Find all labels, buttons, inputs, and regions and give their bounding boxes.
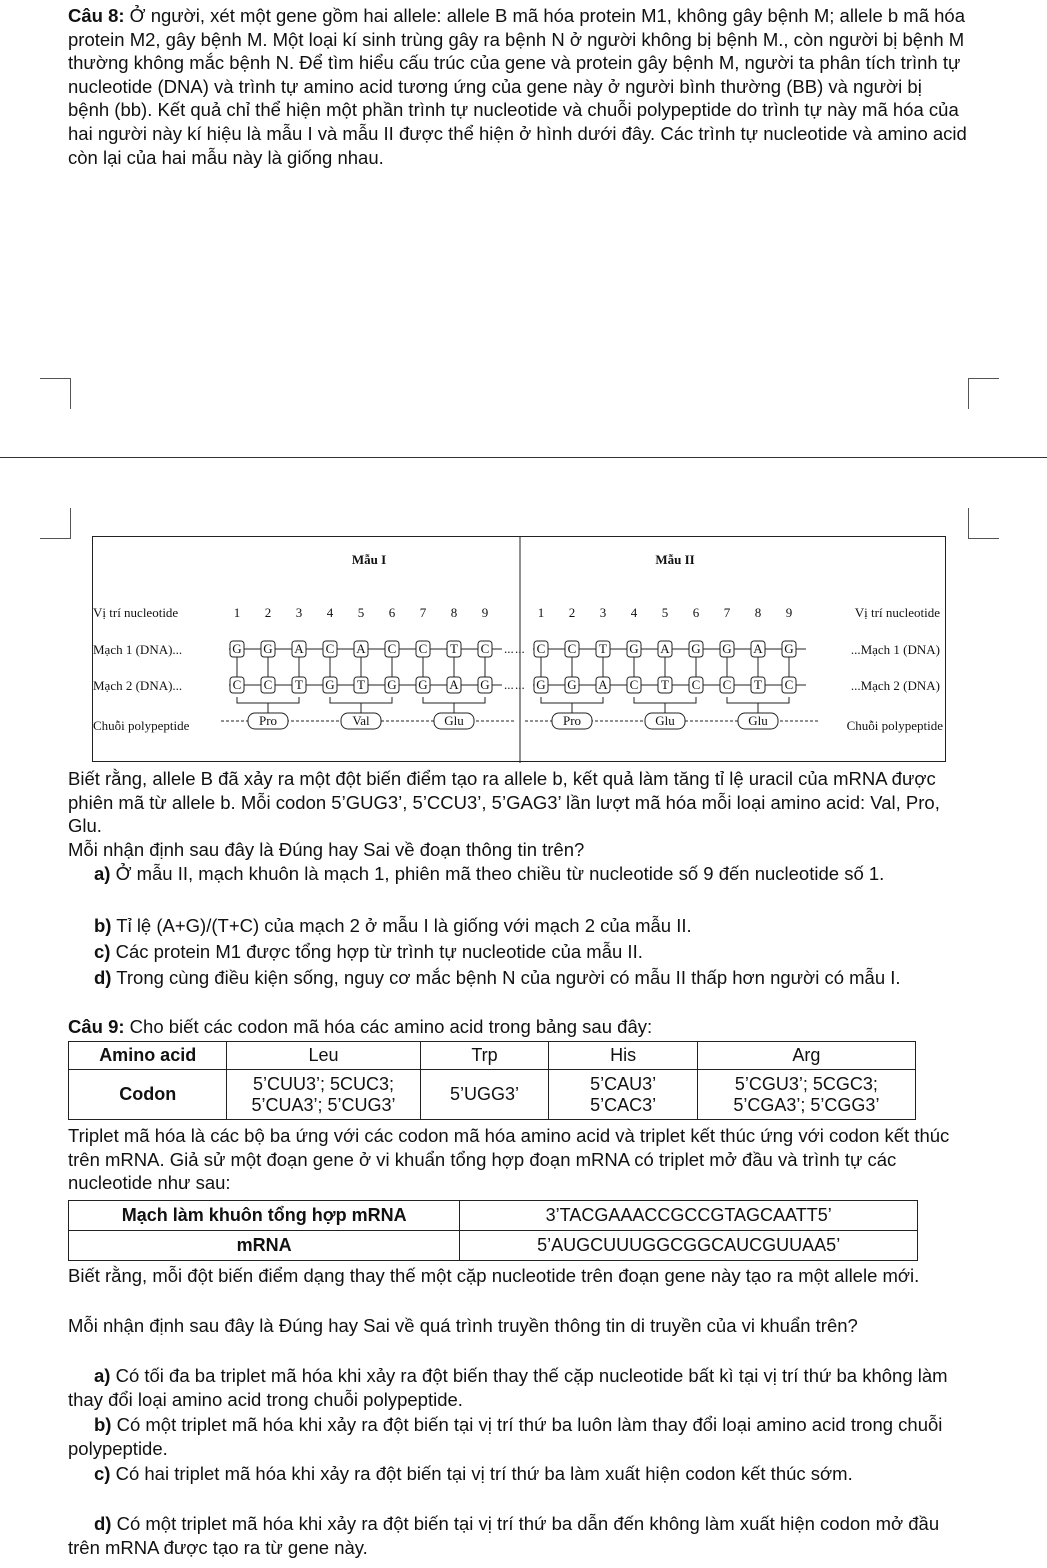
q9-statement-c: [68, 1462, 968, 1486]
sequence-table: [68, 1200, 918, 1261]
sample2-strand1-base: C: [567, 641, 577, 656]
sample2-codon-bracket: [541, 697, 603, 713]
sample1-amino-acid: Pro: [258, 713, 278, 728]
q9-text-c: Có hai triplet mã hóa khi xảy ra đột biến tại vị trí thứ ba làm xuất hiện codon kết thúc sớm.: [110, 1463, 853, 1484]
sample1-strand1-base: C: [325, 641, 335, 656]
q9-intro: [68, 1015, 968, 1039]
q9-prompt: Mỗi nhận định sau đây là Đúng hay Sai về quá trình truyền thông tin di truyền của vi khuẩn trên?: [68, 1315, 858, 1336]
sample1-position-number: 5: [357, 605, 365, 620]
sample2-position-number: 3: [599, 605, 607, 620]
sample2-amino-acid: Glu: [655, 713, 675, 728]
sample2-position-number: 5: [661, 605, 669, 620]
strand2-label-right: ...Mạch 2 (DNA): [850, 678, 940, 693]
sample1-strand1-base: C: [387, 641, 397, 656]
seq-label-mrna: mRNA: [69, 1231, 460, 1261]
sample1-strand2-base: G: [325, 677, 335, 692]
sample1-strand2-base: C: [232, 677, 242, 692]
sample2-strand1-base: A: [660, 641, 670, 656]
sample2-position-number: 9: [785, 605, 793, 620]
seq-row-template: [69, 1201, 918, 1231]
q8-letter-c: c): [94, 941, 111, 962]
q9-statement-b: [68, 1413, 968, 1460]
q8-text-b: Tỉ lệ (A+G)/(T+C) của mạch 2 ở mẫu I là giống với mạch 2 của mẫu II.: [111, 915, 692, 936]
sample2-strand1-base: A: [753, 641, 763, 656]
sample1-position-number: 7: [419, 605, 427, 620]
sample1-position-number: 6: [388, 605, 396, 620]
pos-label-right: Vị trí nucleotide: [854, 605, 940, 620]
q9-text-d: Có một triplet mã hóa khi xảy ra đột biến tại vị trí thứ ba dẫn đến không làm xuất hiện codon mở đầu trên mRNA được tạo ra từ gene này.: [68, 1513, 940, 1558]
q8-text-c: Các protein M1 được tổng hợp từ trình tự nucleotide của mẫu II.: [110, 941, 643, 962]
sample2-strand1-base: C: [536, 641, 546, 656]
q8-statement-c: [68, 940, 968, 964]
sample1-amino-acid: Glu: [444, 713, 464, 728]
q9-statement-a: [68, 1364, 968, 1411]
sample2-codon-bracket: [727, 697, 789, 713]
sample2-position-number: 4: [630, 605, 638, 620]
sample2-codon-bracket: [634, 697, 696, 713]
codon-line: 5’CGU3’; 5CGC3;: [734, 1073, 878, 1094]
sample1-position-number: 4: [326, 605, 334, 620]
sample2-strand2-base: T: [754, 677, 762, 692]
sample2-strand2-base: A: [598, 677, 608, 692]
aa-cell: Trp: [420, 1042, 549, 1070]
sample1-strand1-base: C: [418, 641, 428, 656]
seq-value-mrna: 5’AUGCUUUGGCGGCAUCGUUAA5’: [460, 1231, 918, 1261]
codon-line: 5’UGG3’: [449, 1084, 519, 1104]
aa-cell: Arg: [697, 1042, 915, 1070]
q9-letter-d: d): [94, 1513, 112, 1534]
sample1-strand1-base: T: [450, 641, 458, 656]
sample1-position-number: 3: [295, 605, 303, 620]
codon-line: 5’CUA3’; 5’CUG3’: [251, 1094, 396, 1115]
page-corner-mark: [968, 378, 999, 409]
strand1-label-right: ...Mạch 1 (DNA): [850, 642, 940, 657]
q8-letter-b: b): [94, 915, 112, 936]
sample2-strand1-base: G: [691, 641, 701, 656]
sample2-strand2-base: C: [722, 677, 732, 692]
dna-diagram: [93, 537, 947, 763]
strand1-label-left: Mạch 1 (DNA)...: [93, 642, 183, 657]
sample1-codon-bracket: [330, 697, 392, 713]
q9-text-b: Có một triplet mã hóa khi xảy ra đột biến tại vị trí thứ ba luôn làm thay đổi loại amino acid trong chuỗi polypeptide.: [68, 1414, 943, 1459]
strand2-label-left: Mạch 2 (DNA)...: [93, 678, 183, 693]
sample1-strand2-base: T: [295, 677, 303, 692]
sample2-strand2-base: G: [567, 677, 577, 692]
seq-row-mrna: [69, 1231, 918, 1261]
dna-figure: [92, 536, 946, 762]
sample2-position-number: 6: [692, 605, 700, 620]
sample1-strand2-base: T: [357, 677, 365, 692]
sample1-strand1-base: G: [263, 641, 273, 656]
page-corner-mark: [40, 508, 71, 539]
q8-text-d: Trong cùng điều kiện sống, nguy cơ mắc bệnh N của người có mẫu II thấp hơn người có mẫu I.: [111, 967, 901, 988]
sample1-strand1-base: A: [356, 641, 366, 656]
sample2-strand2-base: T: [661, 677, 669, 692]
codon-cell-his: [549, 1070, 698, 1120]
sample1-dots: ...: [504, 677, 514, 692]
sample1-strand2-base: C: [263, 677, 273, 692]
sample2-position-number: 2: [568, 605, 576, 620]
q8-intro-text: Ở người, xét một gene gồm hai allele: allele B mã hóa protein M1, không gây bệnh M; allele b mã hóa protein M2, gây bệnh M. Một loại kí sinh trùng gây ra bệnh N ở người không bị bệnh M., còn người bị bệnh M thường không mắc bệnh N. Để tìm hiểu cấu trúc của gene và protein gây bệnh M, người ta phân tích trình tự nucleotide (DNA) và trình tự amino acid tương ứng của gene này ở người bình thường (BB) và người bị bệnh (bb). Kết quả chỉ thể hiện một phần trình tự nucleotide và chuỗi polypeptide do trình tự này mã hóa của hai người này kí hiệu là mẫu I và mẫu II được thể hiện ở hình dưới đây. Các trình tự nucleotide và amino acid còn lại của hai mẫu này là giống nhau.: [68, 5, 967, 168]
sample2-position-number: 8: [754, 605, 762, 620]
q8-statement-b: [68, 914, 968, 938]
sample1-strand2-base: G: [480, 677, 490, 692]
q8-label: Câu 8:: [68, 5, 125, 26]
aa-header-cell: Amino acid: [69, 1042, 227, 1070]
codon-cell-leu: [227, 1070, 420, 1120]
q9-letter-b: b): [94, 1414, 112, 1435]
sample1-strand2-base: G: [418, 677, 428, 692]
sample1-amino-acid: Val: [352, 713, 370, 728]
codon-table-row-codon: [69, 1070, 916, 1120]
codon-line: 5’CGA3’; 5’CGG3’: [733, 1094, 880, 1115]
q8-prompt: Mỗi nhận định sau đây là Đúng hay Sai về đoạn thông tin trên?: [68, 839, 585, 860]
seq-label-template: Mạch làm khuôn tổng hợp mRNA: [69, 1201, 460, 1231]
sample1-dots: ...: [504, 641, 514, 656]
sample2-strand1-base: G: [629, 641, 639, 656]
codon-header-cell: Codon: [69, 1070, 227, 1120]
sample2-strand2-base: C: [784, 677, 794, 692]
sample2-strand1-base: T: [599, 641, 607, 656]
pos-label-left: Vị trí nucleotide: [93, 605, 179, 620]
sample2-position-number: 1: [537, 605, 545, 620]
sample1-strand1-base: G: [232, 641, 242, 656]
sample1-strand2-base: A: [449, 677, 459, 692]
sample2-amino-acid: Pro: [562, 713, 582, 728]
sample2-strand2-base: C: [691, 677, 701, 692]
codon-line: 5’CUU3’; 5CUC3;: [253, 1073, 395, 1094]
poly-label-left: Chuỗi polypeptide: [93, 718, 190, 733]
sample1-codon-bracket: [423, 697, 485, 713]
sample2-strand2-base: G: [536, 677, 546, 692]
q8-intro: [68, 4, 968, 169]
sample1-position-number: 2: [264, 605, 272, 620]
codon-table-row-aa: [69, 1042, 916, 1070]
poly-label-right: Chuỗi polypeptide: [846, 718, 943, 733]
page-break-line: [0, 457, 1047, 458]
page-corner-mark: [968, 508, 999, 539]
q8-letter-a: a): [94, 863, 111, 884]
sample1-codon-bracket: [237, 697, 299, 713]
q8-text-a: Ở mẫu II, mạch khuôn là mạch 1, phiên mã theo chiều từ nucleotide số 9 đến nucleotide số 1.: [110, 863, 885, 884]
sample1-strand1-base: C: [480, 641, 490, 656]
codon-cell-arg: [697, 1070, 915, 1120]
sample2-amino-acid: Glu: [748, 713, 768, 728]
codon-line: 5’CAC3’: [590, 1094, 657, 1115]
q9-text3: Biết rằng, mỗi đột biến điểm dạng thay thế một cặp nucleotide trên đoạn gene này tạo ra một allele mới.: [68, 1265, 920, 1286]
q8-statement-d: [68, 966, 968, 990]
sample1-position-number: 1: [233, 605, 241, 620]
q8-statement-a: [68, 862, 968, 886]
q9-letter-a: a): [94, 1365, 111, 1386]
seq-value-template: 3’TACGAAACCGCCGTAGCAATT5’: [460, 1201, 918, 1231]
codon-line: 5’CAU3’: [590, 1073, 657, 1094]
sample2-strand1-base: G: [784, 641, 794, 656]
codon-cell-trp: [420, 1070, 549, 1120]
q9-text2: Triplet mã hóa là các bộ ba ứng với các codon mã hóa amino acid và triplet kết thúc ứng với codon kết thúc trên mRNA. Giả sử một đoạn gene ở vi khuẩn tổng hợp đoạn mRNA có triplet mở đầu và trình tự các nucleotide như sau:: [68, 1125, 950, 1194]
sample1-position-number: 8: [450, 605, 458, 620]
sample2-strand2-base: C: [629, 677, 639, 692]
sample1-position-number: 9: [481, 605, 489, 620]
aa-cell: His: [549, 1042, 698, 1070]
page-corner-mark: [40, 378, 71, 409]
q9-statement-d: [68, 1512, 968, 1559]
sample2-title: Mẫu II: [655, 552, 695, 567]
sample2-dots: ...: [515, 641, 525, 656]
sample1-strand2-base: G: [387, 677, 397, 692]
q9-text-a: Có tối đa ba triplet mã hóa khi xảy ra đột biến thay thế cặp nucleotide bất kì tại vị trí thứ ba không làm thay đổi loại amino acid trong chuỗi polypeptide.: [68, 1365, 948, 1410]
q9-letter-c: c): [94, 1463, 111, 1484]
sample2-strand1-base: G: [722, 641, 732, 656]
q9-label: Câu 9:: [68, 1016, 125, 1037]
sample2-dots: ...: [515, 677, 525, 692]
q9-intro-text: Cho biết các codon mã hóa các amino acid trong bảng sau đây:: [124, 1016, 653, 1037]
sample1-title: Mẫu I: [351, 552, 387, 567]
aa-cell: Leu: [227, 1042, 420, 1070]
q8-letter-d: d): [94, 967, 112, 988]
sample2-position-number: 7: [723, 605, 731, 620]
codon-table: [68, 1041, 916, 1120]
sample1-strand1-base: A: [294, 641, 304, 656]
q8-after-figure: Biết rằng, allele B đã xảy ra một đột biến điểm tạo ra allele b, kết quả làm tăng tỉ lệ uracil của mRNA được phiên mã từ allele b. Mỗi codon 5’GUG3’, 5’CCU3’, 5’GAG3’ lần lượt mã hóa mỗi loại amino acid: Val, Pro, Glu.: [68, 768, 940, 837]
